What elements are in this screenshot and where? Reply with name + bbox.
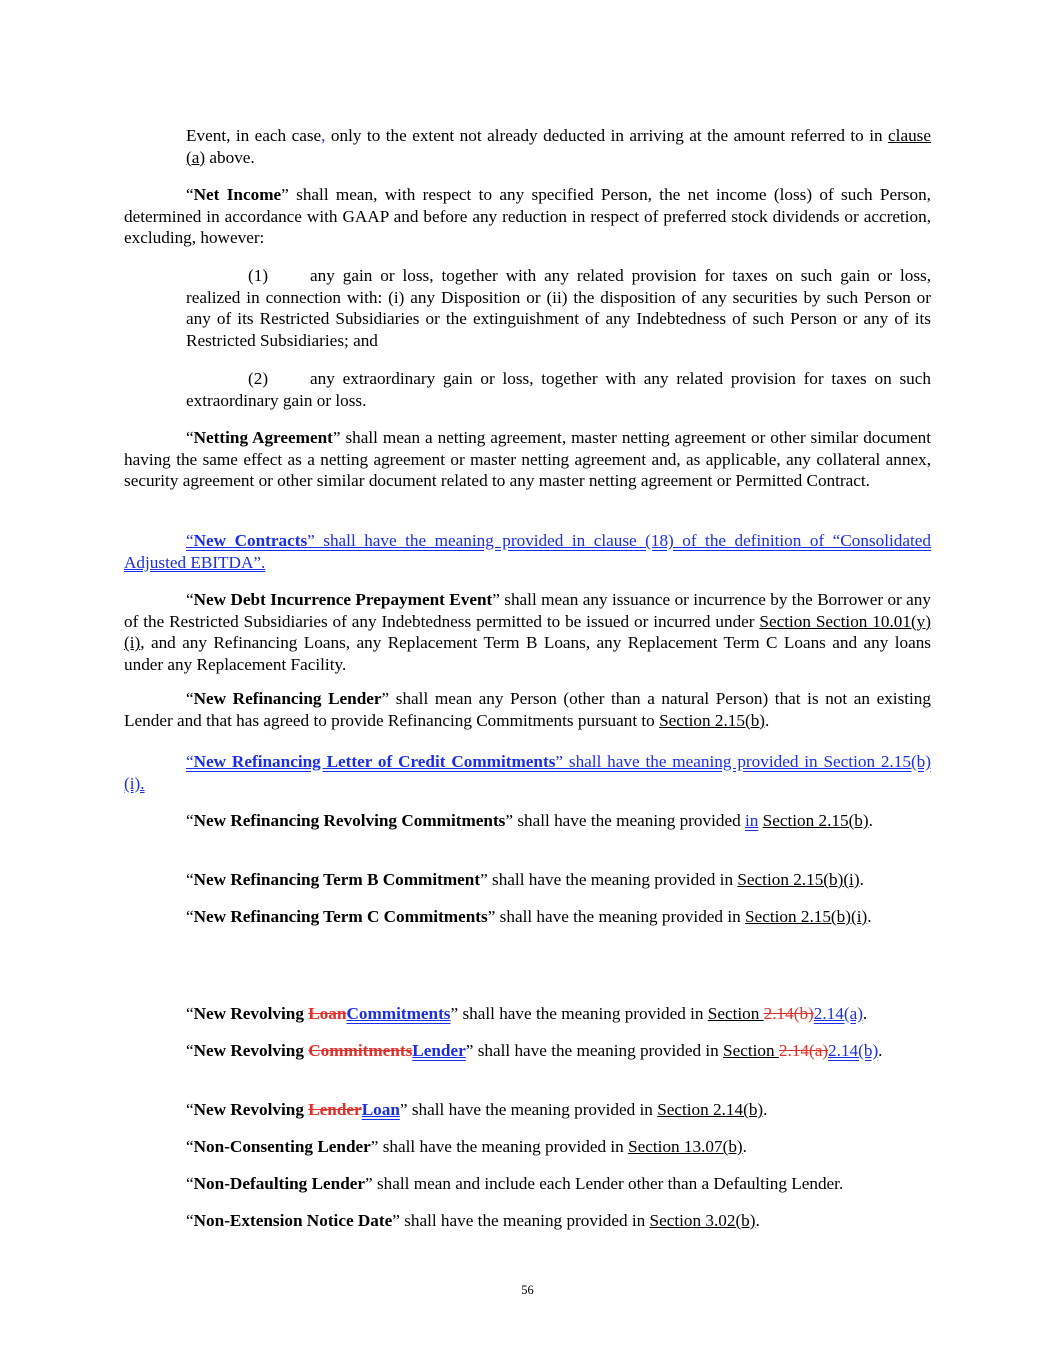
defined-term: New Revolving — [193, 1100, 309, 1119]
definition-non-defaulting-lender: “Non-Defaulting Lender” shall mean and include each Lender other than a Defaulting Lender. — [186, 1174, 844, 1193]
definition-new-refinancing-term-b: “New Refinancing Term B Commitment” shall have the meaning provided in Section 2.15(b)(i). — [186, 870, 864, 889]
inserted-text: Commitments — [346, 1004, 451, 1023]
definition-new-revolving-commitments: “New Revolving LoanCommitments” shall have the meaning provided in Section 2.14(b)2.14(a). — [186, 1004, 868, 1023]
definition-new-revolving-lender: “New Revolving CommitmentsLender” shall have the meaning provided in Section 2.14(a)2.14(b). — [186, 1041, 883, 1060]
definition-new-refinancing-lender: “New Refinancing Lender” shall mean any Person (other than a natural Person) that is not an existing Lender and that has agreed to provide Refinancing Commitments pursuant to Section 2.15(b). — [124, 689, 931, 730]
section-reference: Section — [723, 1041, 779, 1060]
paragraph-continuation: Event, in each case, only to the extent not already deducted in arriving at the amount referred to in clause (a) above. — [186, 126, 931, 167]
defined-term: New Contracts — [193, 531, 308, 550]
inserted-text: in — [744, 811, 759, 830]
defined-term: New Refinancing Letter of Credit Commitments — [193, 752, 556, 771]
deleted-text: Loan — [308, 1004, 347, 1023]
section-reference: Section — [707, 1004, 764, 1023]
defined-term: New Debt Incurrence Prepayment Event — [193, 590, 493, 609]
defined-term: Net Income — [193, 185, 282, 204]
definition-new-debt-incurrence: “New Debt Incurrence Prepayment Event” shall mean any issuance or incurrence by the Borrower or any of the Restricted Subsidiaries of any Indebtedness permitted to be issued or incurred under Section Section 10.01(y)(i), and any Refinancing Loans, any Replacement Term B Loans, any Replacement Term C Loans and any loans under any Replacement Facility. — [124, 590, 931, 675]
deleted-text: Commitments — [308, 1041, 413, 1060]
defined-term: New Revolving — [193, 1041, 309, 1060]
section-reference: Section 3.02(b) — [649, 1211, 756, 1230]
defined-term: Non-Consenting Lender — [193, 1137, 371, 1156]
inserted-text: Loan — [361, 1100, 400, 1119]
defined-term: New Refinancing Lender — [193, 689, 382, 708]
inserted-comma: , — [321, 126, 326, 145]
clause-reference: clause (a) — [186, 126, 931, 167]
section-reference: Section 2.14(b) — [657, 1100, 764, 1119]
deleted-text: 2.14(b) — [763, 1004, 814, 1023]
inserted-text: 2.14(b) — [828, 1041, 879, 1060]
list-item-2: (2) any extraordinary gain or loss, together with any related provision for taxes on such extraordinary gain or loss. — [186, 369, 931, 410]
defined-term: Non-Defaulting Lender — [193, 1174, 366, 1193]
defined-term: New Refinancing Term B Commitment — [193, 870, 481, 889]
definition-new-refinancing-revolving: “New Refinancing Revolving Commitments” shall have the meaning provided in Section 2.15(b). — [186, 811, 873, 830]
definition-non-consenting-lender: “Non-Consenting Lender” shall have the meaning provided in Section 13.07(b). — [186, 1137, 747, 1156]
definition-net-income: “Net Income” shall mean, with respect to any specified Person, the net income (loss) of such Person, determined in accordance with GAAP and before any reduction in respect of preferred stock dividends or accretion, excluding, however: — [124, 185, 931, 248]
list-number: (1) — [248, 266, 269, 285]
section-reference: Section 2.15(b)(i) — [737, 870, 860, 889]
list-item-1: (1) any gain or loss, together with any related provision for taxes on such gain or loss, realized in connection with: (i) any Disposition or (ii) the disposition of any securities by such Person or any of its Restricted Subsidiaries or the extinguishment of any Indebtedness of such Person or any of its Restricted Subsidiaries; and — [186, 266, 931, 351]
section-reference: Section 2.15(b) — [659, 710, 766, 730]
section-reference: Section Section 10.01(y)(i) — [124, 611, 931, 653]
inserted-text: Lender — [412, 1041, 466, 1060]
definition-non-extension-notice-date: “Non-Extension Notice Date” shall have the meaning provided in Section 3.02(b). — [186, 1211, 760, 1230]
definition-new-contracts-inserted: “New Contracts” shall have the meaning provided in clause (18) of the definition of “Consolidated Adjusted EBITDA”. — [124, 531, 931, 572]
definition-new-revolving-loan: “New Revolving LenderLoan” shall have the meaning provided in Section 2.14(b). — [186, 1100, 768, 1119]
defined-term: New Refinancing Term C Commitments — [193, 907, 488, 926]
deleted-text: Lender — [308, 1100, 362, 1119]
definition-new-refinancing-loc-inserted: “New Refinancing Letter of Credit Commitments” shall have the meaning provided in Section 2.15(b)(i). — [124, 752, 932, 793]
defined-term: New Revolving — [193, 1004, 309, 1023]
deleted-text: 2.14(a) — [778, 1041, 829, 1060]
section-reference: Section 2.15(b) — [762, 811, 869, 830]
definition-new-refinancing-term-c: “New Refinancing Term C Commitments” shall have the meaning provided in Section 2.15(b)(i). — [186, 907, 872, 926]
section-reference: Section 2.15(b)(i) — [745, 907, 868, 926]
defined-term: Netting Agreement — [193, 428, 333, 447]
page-number: 56 — [521, 1283, 534, 1297]
section-reference: Section 13.07(b) — [628, 1137, 743, 1156]
inserted-text: 2.14(a) — [813, 1004, 863, 1023]
list-number: (2) — [248, 369, 269, 388]
defined-term: New Refinancing Revolving Commitments — [193, 811, 506, 830]
definition-netting-agreement: “Netting Agreement” shall mean a netting agreement, master netting agreement or other similar document having the same effect as a netting agreement or master netting agreement and, as applicable, any collateral annex, security agreement or other similar document related to any master netting agreement or Permitted Contract. — [124, 428, 931, 491]
defined-term: Non-Extension Notice Date — [193, 1211, 393, 1230]
